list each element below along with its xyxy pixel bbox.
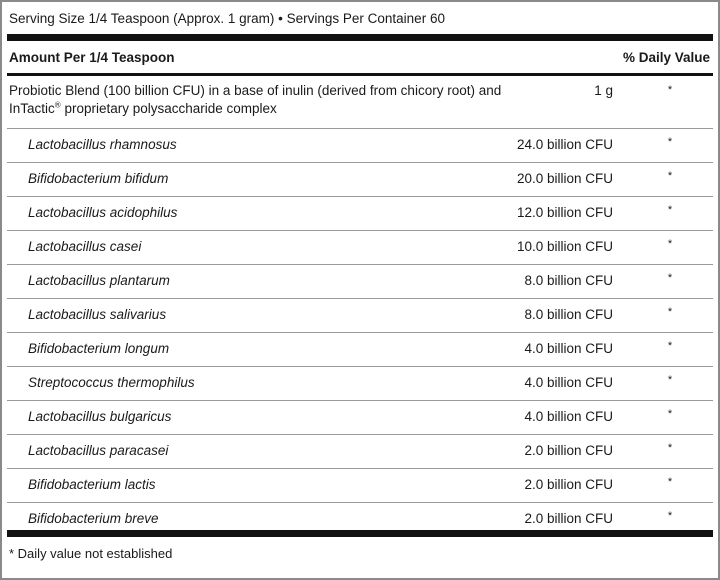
strain-name: Lactobacillus casei [28, 239, 142, 254]
strain-row [7, 435, 713, 469]
strain-name: Lactobacillus rhamnosus [28, 137, 177, 152]
blend-row [7, 76, 713, 129]
strain-daily-value: * [667, 510, 673, 522]
strain-name: Lactobacillus paracasei [28, 443, 169, 458]
strain-daily-value: * [667, 476, 673, 488]
blend-amount: 1 g [594, 83, 613, 98]
blend-description-line2-post: proprietary polysaccharide complex [60, 101, 277, 116]
strain-amount: 2.0 billion CFU [524, 511, 613, 526]
registered-mark: ® [54, 100, 61, 110]
strain-amount: 8.0 billion CFU [524, 273, 613, 288]
strain-row [7, 333, 713, 367]
strain-daily-value: * [667, 136, 673, 148]
strain-row [7, 163, 713, 197]
strain-daily-value: * [667, 272, 673, 284]
strain-amount: 2.0 billion CFU [524, 477, 613, 492]
strain-name: Lactobacillus acidophilus [28, 205, 178, 220]
strain-row [7, 197, 713, 231]
strain-amount: 4.0 billion CFU [524, 341, 613, 356]
strain-daily-value: * [667, 306, 673, 318]
strain-name: Lactobacillus bulgaricus [28, 409, 172, 424]
strain-daily-value: * [667, 374, 673, 386]
strain-row [7, 299, 713, 333]
strain-name: Bifidobacterium lactis [28, 477, 156, 492]
bottom-divider [7, 530, 713, 537]
strain-row [7, 401, 713, 435]
strain-daily-value: * [667, 408, 673, 420]
strain-amount: 10.0 billion CFU [516, 239, 613, 254]
strain-name: Bifidobacterium breve [28, 511, 159, 526]
strain-daily-value: * [667, 170, 673, 182]
strain-daily-value: * [667, 238, 673, 250]
strain-amount: 4.0 billion CFU [524, 375, 613, 390]
nutrient-rows [7, 76, 713, 536]
strain-name: Bifidobacterium longum [28, 341, 170, 356]
strain-amount: 8.0 billion CFU [524, 307, 613, 322]
strain-row [7, 469, 713, 503]
blend-daily-value: * [667, 84, 673, 96]
strain-row [7, 265, 713, 299]
strain-daily-value: * [667, 340, 673, 352]
blend-description-line2-pre: InTactic [9, 101, 55, 116]
footnote: * Daily value not established [9, 546, 173, 561]
strain-amount: 4.0 billion CFU [524, 409, 613, 424]
blend-description [9, 82, 509, 118]
strain-amount: 24.0 billion CFU [516, 137, 613, 152]
strain-daily-value: * [667, 204, 673, 216]
strain-amount: 12.0 billion CFU [516, 205, 613, 220]
strain-row [7, 367, 713, 401]
strain-name: Streptococcus thermophilus [28, 375, 195, 390]
strain-daily-value: * [667, 442, 673, 454]
amount-per-serving-heading: Amount Per 1/4 Teaspoon [9, 50, 175, 65]
strain-row [7, 231, 713, 265]
strain-name: Lactobacillus salivarius [28, 307, 167, 322]
daily-value-heading: % Daily Value [622, 50, 710, 65]
blend-description-line1: Probiotic Blend (100 billion CFU) in a base of inulin (derived from chicory root) and [9, 83, 502, 98]
strain-name: Lactobacillus plantarum [28, 273, 170, 288]
strain-amount: 2.0 billion CFU [524, 443, 613, 458]
serving-info: Serving Size 1/4 Teaspoon (Approx. 1 gram) • Servings Per Container 60 [9, 11, 445, 26]
strain-amount: 20.0 billion CFU [516, 171, 613, 186]
strain-name: Bifidobacterium bifidum [28, 171, 169, 186]
strain-row [7, 129, 713, 163]
top-divider [7, 34, 713, 41]
